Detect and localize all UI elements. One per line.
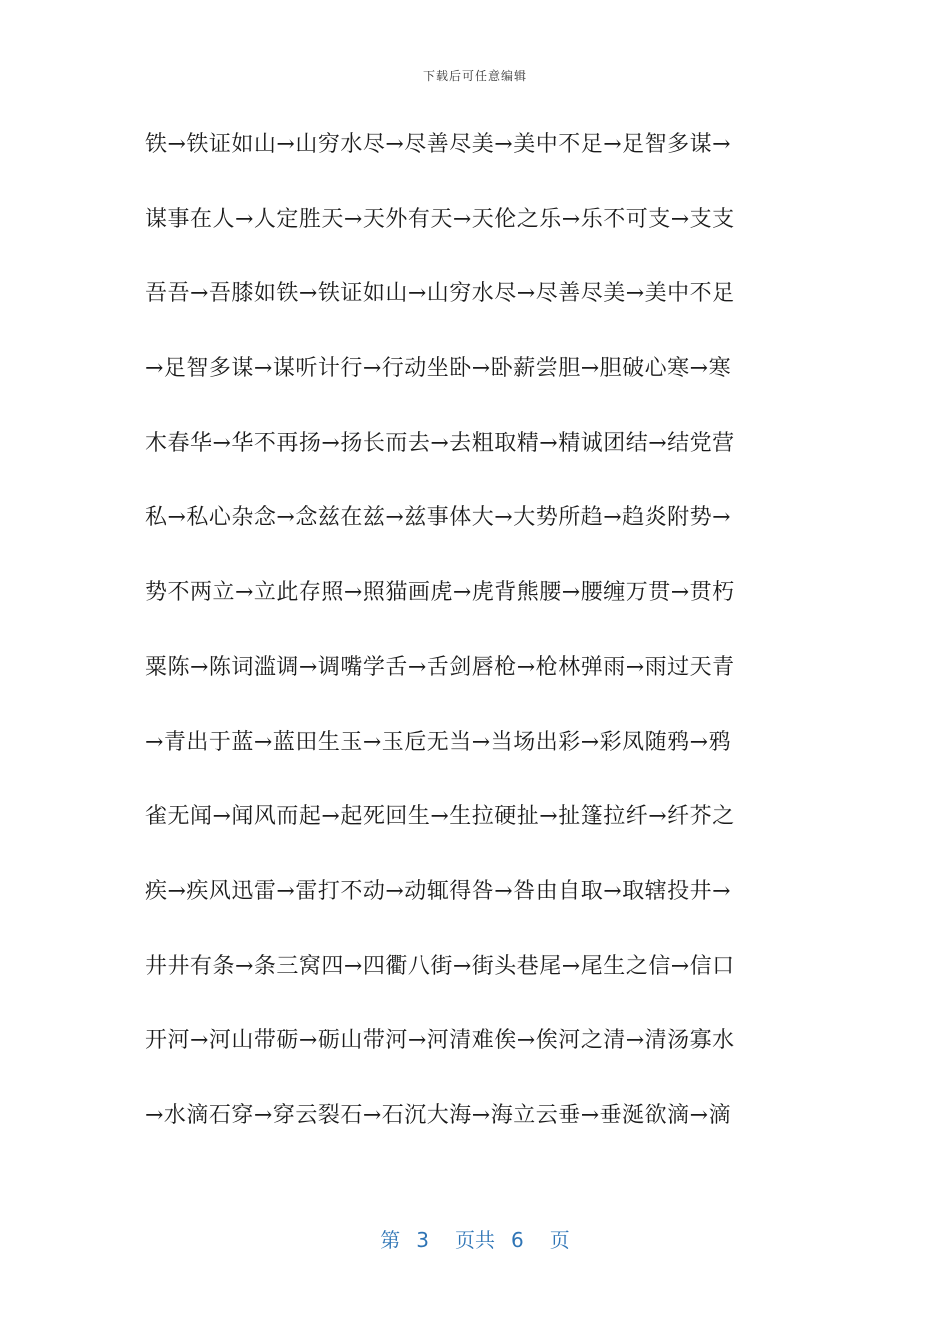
text-line: 势不两立→立此存照→照猫画虎→虎背熊腰→腰缠万贯→贯朽 (145, 580, 735, 606)
text-line: 铁→铁证如山→山穷水尽→尽善尽美→美中不足→足智多谋→ (145, 132, 732, 157)
current-page-number: 3 (416, 1228, 429, 1252)
text-line: →青出于蓝→蓝田生玉→玉卮无当→当场出彩→彩凤随鸦→鸦 (145, 729, 732, 755)
document-body (145, 120, 805, 1166)
text-line: 吾吾→吾膝如铁→铁证如山→山穷水尽→尽善尽美→美中不足 (145, 281, 735, 307)
text-line: →水滴石穿→穿云裂石→石沉大海→海立云垂→垂涎欲滴→滴 (145, 1102, 732, 1128)
page-label-suffix: 页 (549, 1228, 570, 1252)
page-label-prefix: 第 (380, 1228, 401, 1252)
text-line: 疾→疾风迅雷→雷打不动→动辄得咎→咎由自取→取辖投井→ (145, 878, 732, 904)
text-line: 私→私心杂念→念兹在兹→兹事体大→大势所趋→趋炎附势→ (145, 505, 732, 531)
page-label-mid: 页共 (455, 1228, 495, 1252)
total-page-count: 6 (511, 1228, 524, 1252)
text-line: →足智多谋→谋听计行→行动坐卧→卧薪尝胆→胆破心寒→寒 (145, 356, 732, 382)
page-footer (0, 1224, 950, 1253)
text-line: 雀无闻→闻风而起→起死回生→生拉硬扯→扯篷拉纤→纤芥之 (145, 804, 735, 830)
text-line: 井井有条→条三窝四→四衢八街→街头巷尾→尾生之信→信口 (145, 953, 735, 979)
text-line: 开河→河山带砺→砺山带河→河清难俟→俟河之清→清汤寡水 (145, 1028, 735, 1054)
header-note: 下载后可任意编辑 (422, 69, 527, 83)
text-line: 谋事在人→人定胜天→天外有天→天伦之乐→乐不可支→支支 (145, 206, 735, 232)
text-line: 粟陈→陈词滥调→调嘴学舌→舌剑唇枪→枪林弹雨→雨过天青 (145, 654, 735, 680)
text-line: 木春华→华不再扬→扬长而去→去粗取精→精诚团结→结党营 (145, 430, 735, 456)
